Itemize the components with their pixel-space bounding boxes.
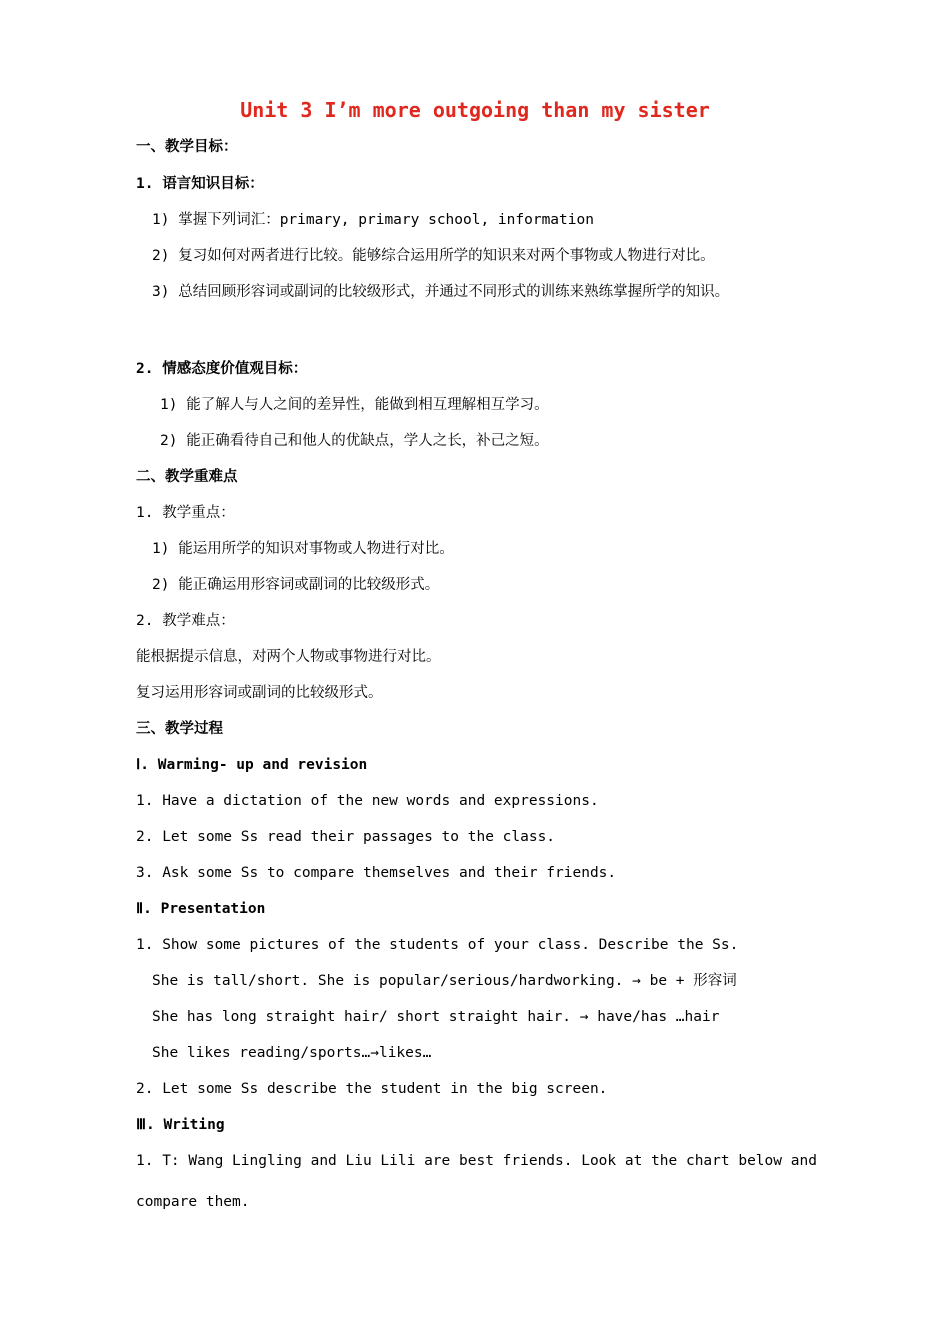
subheading-key-points: 1. 教学重点：	[136, 505, 235, 521]
list-item: 3. Ask some Ss to compare themselves and their friends.	[136, 865, 617, 881]
subheading-language-objectives: 1. 语言知识目标：	[136, 176, 264, 192]
part-heading-presentation: Ⅱ. Presentation	[136, 901, 266, 917]
section-heading-objectives: 一、教学目标：	[136, 139, 238, 155]
list-item: 1) 能运用所学的知识对事物或人物进行对比。	[152, 541, 454, 557]
list-item: 1. Have a dictation of the new words and expressions.	[136, 793, 599, 809]
section-heading-process: 三、教学过程	[136, 721, 223, 737]
list-item: 3) 总结回顾形容词或副词的比较级形式，并通过不同形式的训练来熟练掌握所学的知识。	[152, 284, 730, 300]
list-item: 2. Let some Ss describe the student in the big screen.	[136, 1081, 608, 1097]
list-item-continuation: compare them.	[136, 1194, 250, 1210]
subheading-difficult-points: 2. 教学难点：	[136, 613, 235, 629]
example-line: She is tall/short. She is popular/serious/hardworking. → be + 形容词	[152, 973, 737, 989]
part-heading-warming-up: Ⅰ. Warming- up and revision	[136, 757, 368, 773]
list-item: 1) 能了解人与人之间的差异性，能做到相互理解相互学习。	[160, 397, 549, 413]
list-item: 2) 能正确运用形容词或副词的比较级形式。	[152, 577, 440, 593]
list-item: 1. T: Wang Lingling and Liu Lili are best friends. Look at the chart below and	[136, 1153, 817, 1169]
section-heading-key-points: 二、教学重难点	[136, 469, 238, 485]
list-item: 复习运用形容词或副词的比较级形式。	[136, 685, 383, 701]
list-item: 2) 复习如何对两者进行比较。能够综合运用所学的知识来对两个事物或人物进行对比。	[152, 248, 715, 264]
example-line: She has long straight hair/ short straight hair. → have/has …hair	[152, 1009, 720, 1025]
list-item: 能根据提示信息，对两个人物或事物进行对比。	[136, 649, 441, 665]
list-item: 2) 能正确看待自己和他人的优缺点，学人之长，补己之短。	[160, 433, 549, 449]
document-title: Unit 3 I’m more outgoing than my sister	[240, 98, 710, 122]
part-heading-writing: Ⅲ. Writing	[136, 1117, 225, 1133]
subheading-values-objectives: 2. 情感态度价值观目标：	[136, 361, 308, 377]
list-item: 1) 掌握下列词汇：primary, primary school, information	[152, 212, 594, 228]
list-item: 1. Show some pictures of the students of your class. Describe the Ss.	[136, 937, 739, 953]
list-item: 2. Let some Ss read their passages to the class.	[136, 829, 556, 845]
example-line: She likes reading/sports…→likes…	[152, 1045, 432, 1061]
